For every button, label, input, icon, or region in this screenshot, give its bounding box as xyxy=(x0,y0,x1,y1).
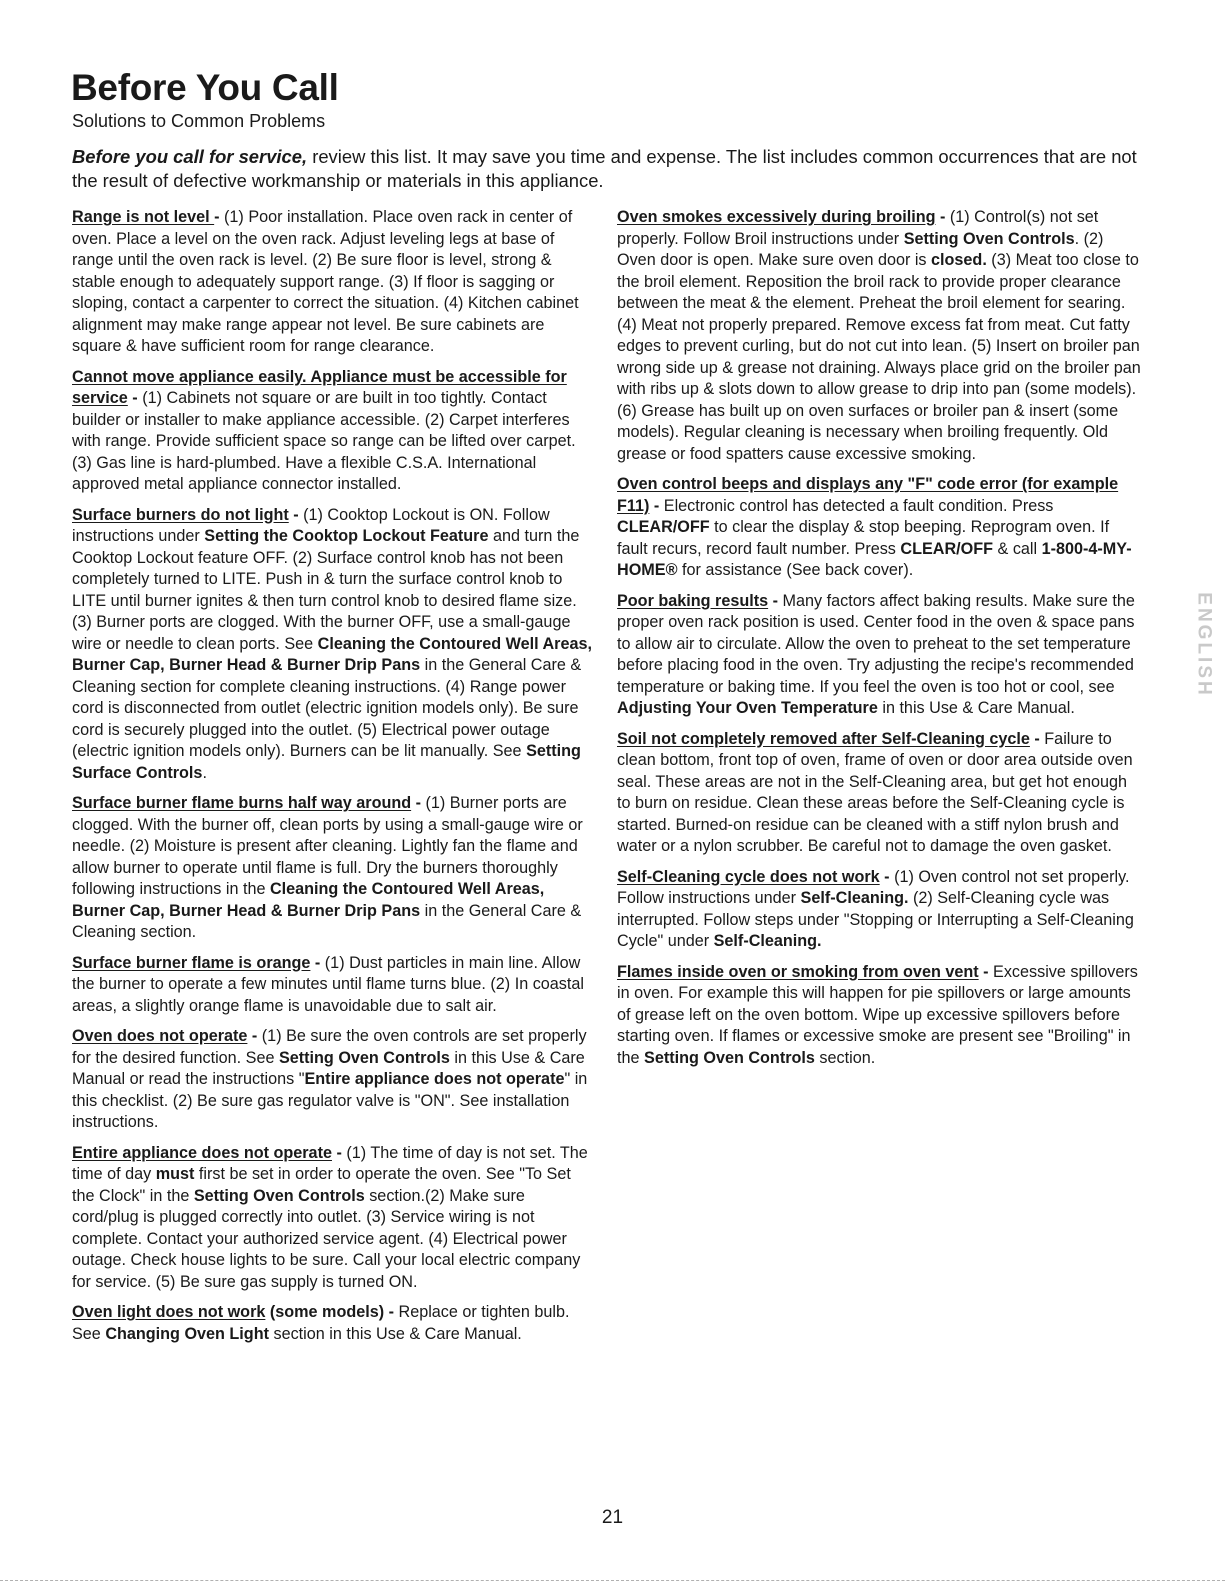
solution-text: (1) Burner ports are clogged. With the burner off, clean ports by using a small-gauge wire or needle. (2) Moisture is present after cleaning. Lightly fan the flame and allow burner to operate until flame is full. Dry the burners thoroughly following instructions in the xyxy=(72,794,583,898)
emphasis-text: 1-800-4-MY-HOME® xyxy=(617,539,1132,579)
solution-text: (2) Self-Cleaning cycle was interrupted. Follow steps under "Stopping or Interrupting a Self-Cleaning Cycle" under xyxy=(617,889,1134,950)
page-subtitle: Solutions to Common Problems xyxy=(72,111,326,131)
problem-heading: Range is not level xyxy=(72,208,215,226)
language-side-tab xyxy=(1191,570,1217,720)
emphasis-text: Cleaning the Contoured Well Areas, Burner Cap, Burner Head & Burner Drip Pans xyxy=(72,880,545,920)
problem-heading: Self-Cleaning cycle does not work xyxy=(617,867,880,886)
solution-text: Excessive spillovers in oven. For example this will happen for pie spillovers or large amounts of grease left on the oven bottom. Wipe up excessive spillovers before starting oven. If flames or excessive smoke are present see "Broiling" in the xyxy=(617,962,1138,1067)
emphasis-text: - xyxy=(935,208,950,226)
solution-text: (1) Cooktop Lockout is ON. Follow instructions under xyxy=(72,505,550,545)
emphasis-text: (some models) - xyxy=(265,1303,399,1321)
problem-heading: Cannot move appliance easily. Appliance must be accessible for service xyxy=(72,367,567,407)
emphasis-text: Entire appliance does not operate xyxy=(304,1070,565,1088)
intro-paragraph xyxy=(72,145,1157,193)
solution-text: section in this Use & Care Manual. xyxy=(268,1324,522,1343)
emphasis-text: - xyxy=(331,1143,347,1162)
solution-text: in the General Care & Cleaning section for complete cleaning instructions. (4) Range power cord is disconnected from outlet (electric ignition models only). Be sure cord is securely plugged into the outlet. (5) Electrical power outage (electric ignition models only). Burners can be lit manually. See xyxy=(72,656,582,760)
troubleshooting-entry xyxy=(72,1026,594,1134)
solution-text: for assistance (See back cover). xyxy=(677,561,914,579)
emphasis-text: - xyxy=(247,1027,262,1045)
bottom-divider xyxy=(0,1580,1225,1585)
emphasis-text: Setting Surface Controls xyxy=(72,742,581,782)
emphasis-text: - xyxy=(310,953,325,972)
troubleshooting-entry xyxy=(617,474,1141,582)
solution-text: in this Use & Care Manual. xyxy=(877,699,1075,717)
emphasis-text: - xyxy=(768,591,783,610)
solution-text: in the General Care & Cleaning section. xyxy=(72,901,582,941)
emphasis-text: CLEAR/OFF xyxy=(900,539,994,558)
emphasis-text: Adjusting Your Oven Temperature xyxy=(617,699,878,717)
intro-lead: Before you call for service, xyxy=(72,146,308,167)
troubleshooting-entry xyxy=(617,591,1141,720)
solution-text: to clear the display & stop beeping. Reprogram oven. If fault recurs, record fault number. Press xyxy=(617,518,1110,558)
page-title: Before You Call xyxy=(71,67,339,108)
emphasis-text: - xyxy=(411,794,426,812)
solution-text: (1) Dust particles in main line. Allow the burner to operate a few minutes until flame turns blue. (2) In coastal areas, a slightly orange flame is unavoidable due to salt air. xyxy=(72,953,584,1015)
emphasis-text: - xyxy=(127,389,143,407)
solution-text: first be set in order to operate the oven. See "To Set the Clock" in the xyxy=(72,1165,571,1205)
troubleshooting-entry xyxy=(72,367,594,496)
solution-text: . xyxy=(202,763,207,782)
troubleshooting-entry xyxy=(617,867,1141,953)
solution-text: (1) Be sure the oven controls are set properly for the desired function. See xyxy=(72,1027,587,1067)
problem-heading: Oven smokes excessively during broiling xyxy=(617,208,936,226)
emphasis-text: closed. xyxy=(931,251,987,269)
solution-text: (1) The time of day is not set. The time of day xyxy=(72,1143,588,1183)
troubleshooting-entry xyxy=(72,505,594,785)
solution-text: Failure to clean bottom, front top of oven, frame of oven or door area outside oven seal. These areas are not in the Self-Cleaning area, but get hot enough to burn on residue. Clean these areas before the Self-Cleaning cycle is started. Burned-on residue can be cleaned with a stiff nylon brush and water or a nylon scrubber. Be careful not to damage the oven gasket. xyxy=(617,729,1133,855)
troubleshooting-entry xyxy=(72,1143,594,1294)
troubleshooting-entry xyxy=(72,1302,594,1345)
emphasis-text: Setting Oven Controls xyxy=(193,1186,365,1205)
solution-text: & call xyxy=(993,539,1042,558)
solution-text: (1) Oven control not set properly. Follow instructions under xyxy=(617,867,1130,907)
language-tab-label: ENGLISH xyxy=(1194,592,1216,698)
solution-text: (1) Control(s) not set properly. Follow Broil instructions under xyxy=(617,208,1099,248)
emphasis-text: CLEAR/OFF xyxy=(617,518,710,536)
troubleshooting-entry xyxy=(617,729,1141,858)
emphasis-text: Setting Oven Controls xyxy=(903,229,1075,248)
problem-heading: Oven does not operate xyxy=(72,1027,248,1045)
solution-text: and turn the Cooktop Lockout feature OFF. (2) Surface control knob has not been completely turned to LITE. Push in & turn the surface control knob to LITE until burner ignites & then turn control knob to desired flame size. (3) Burner ports are clogged. With the burner OFF, use a small-gauge wire or needle to clean ports. See xyxy=(72,527,580,653)
emphasis-text: Changing Oven Light xyxy=(105,1324,269,1343)
problem-heading: Surface burner flame burns half way around xyxy=(72,794,412,812)
problem-heading: Surface burner flame is orange xyxy=(72,953,311,972)
emphasis-text: Cleaning the Contoured Well Areas, Burner Cap, Burner Head & Burner Drip Pans xyxy=(72,634,592,674)
emphasis-text: Setting Oven Controls xyxy=(644,1048,815,1067)
solution-text: (1) Cabinets not square or are built in too tightly. Contact builder or installer to make appliance accessible. (2) Carpet interferes with range. Provide sufficient space so range can be lifted over carpet. (3) Gas line is hard-plumbed. Have a flexible C.S.A. International approved metal appliance connector installed. xyxy=(72,389,576,493)
solution-text: section.(2) Make sure cord/plug is plugged correctly into outlet. (3) Service wiring is not complete. Contact your authorized service agent. (4) Electrical power outage. Check house lights to be sure. Call your local electric company for service. (5) Be sure gas supply is turned ON. xyxy=(72,1186,581,1291)
solution-text: " in this checklist. (2) Be sure gas regulator valve is "ON". See installation instructions. xyxy=(72,1070,588,1131)
emphasis-text: Self-Cleaning. xyxy=(800,889,909,907)
problem-heading: Surface burners do not light xyxy=(72,505,289,524)
emphasis-text: Setting the Cooktop Lockout Feature xyxy=(204,527,489,545)
page-number: 21 xyxy=(601,1507,624,1528)
solution-text: Many factors affect baking results. Make sure the proper oven rack position is used. Center food in the oven & space pans to allow air to circulate. Allow the oven to preheat to the set temperature before placing food in the oven. Try adjusting the recipe's recommended temperature or baking time. If you feel the oven is too hot or cool, see xyxy=(617,591,1135,696)
emphasis-text: - xyxy=(214,208,225,226)
solution-text: Replace or tighten bulb. See xyxy=(72,1303,570,1343)
emphasis-text: - xyxy=(1029,729,1045,748)
right-column xyxy=(617,207,1141,1078)
problem-heading: Entire appliance does not operate xyxy=(72,1143,332,1162)
emphasis-text: - xyxy=(649,496,664,515)
emphasis-text: - xyxy=(978,962,994,981)
solution-text: (1) Poor installation. Place oven rack in center of oven. Place a level on the oven rack. Adjust leveling legs at base of range until the oven rack is level. (2) Be sure floor is level, strong & stable enough to adequately support range. (3) If floor is sagging or sloping, contact a carpenter to correct the situation. (4) Kitchen cabinet alignment may make range appear not level. Be sure cabinets are square & have sufficient room for range clearance. xyxy=(72,208,579,355)
problem-heading: Soil not completely removed after Self-Cleaning cycle xyxy=(617,729,1030,748)
left-column xyxy=(72,207,594,1354)
problem-heading: Poor baking results xyxy=(617,591,769,610)
solution-text: . (2) Oven door is open. Make sure oven door is xyxy=(617,229,1104,269)
emphasis-text: Setting Oven Controls xyxy=(278,1048,450,1067)
solution-text: in this Use & Care Manual or read the instructions " xyxy=(72,1048,585,1088)
emphasis-text: - xyxy=(879,867,895,886)
problem-heading: Oven light does not work xyxy=(72,1303,266,1321)
intro-text: review this list. It may save you time and expense. The list includes common occurrences that are not the result of defective workmanship or materials in this appliance. xyxy=(72,146,1137,191)
problem-heading: Flames inside oven or smoking from oven vent xyxy=(617,962,979,981)
troubleshooting-entry xyxy=(72,207,594,358)
emphasis-text: - xyxy=(288,505,304,524)
solution-text: section. xyxy=(814,1048,876,1067)
troubleshooting-entry xyxy=(72,953,594,1018)
emphasis-text: must xyxy=(155,1165,195,1183)
troubleshooting-entry xyxy=(72,793,594,944)
problem-heading: Oven control beeps and displays any "F" code error (for example F11) xyxy=(617,475,1119,515)
troubleshooting-entry xyxy=(617,207,1141,465)
emphasis-text: Self-Cleaning. xyxy=(713,932,822,950)
solution-text: Electronic control has detected a fault condition. Press xyxy=(663,496,1054,515)
solution-text: (3) Meat too close to the broil element. Reposition the broil rack to provide proper clearance between the meat & the element. Preheat the broil element for searing. (4) Meat not properly prepared. Remove excess fat from meat. Cut fatty edges to prevent curling, but do not cut into lean. (5) Insert on broiler pan wrong side up & grease not draining. Always place grid on the broiler pan with ribs up & slots down to allow grease to drip into pan (some models). (6) Grease has built up on oven surfaces or broiler pan & insert (some models). Regular cleaning is necessary when broiling frequently. Old grease or food spatters cause excessive smoking. xyxy=(617,251,1141,463)
troubleshooting-entry xyxy=(617,962,1141,1070)
